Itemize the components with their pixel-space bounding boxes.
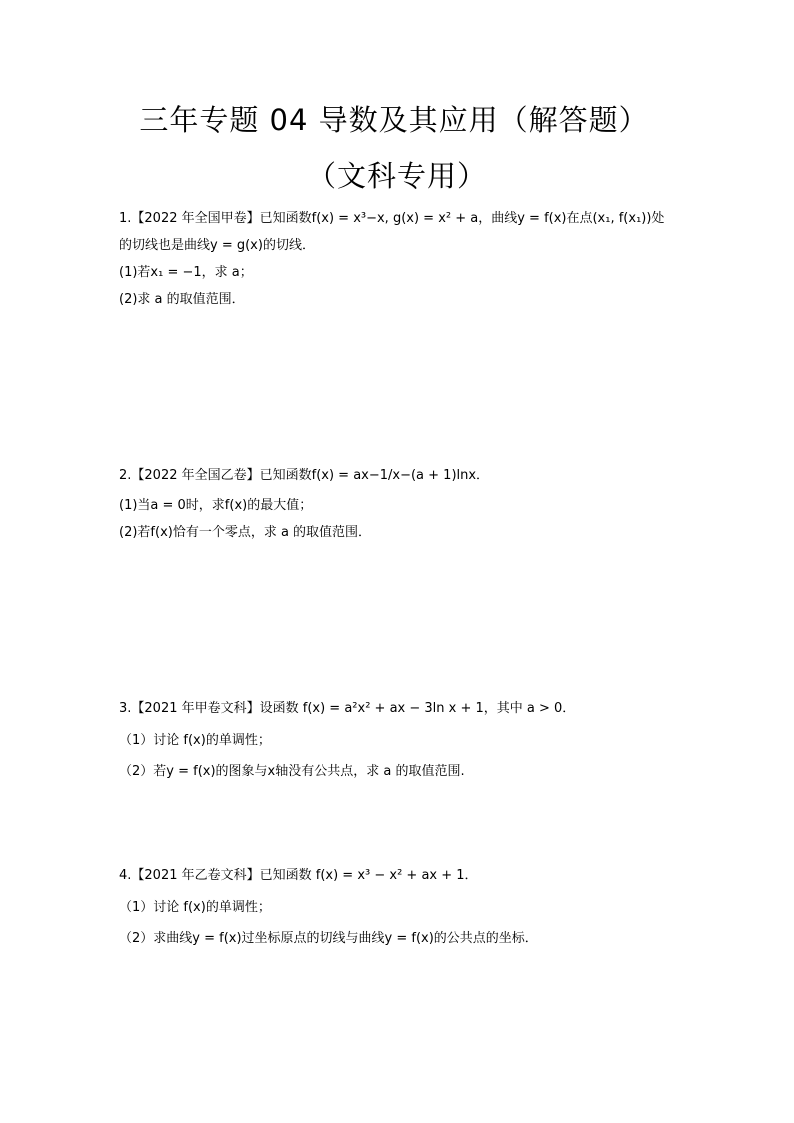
question-2-part-2: (2)若f(x)恰有一个零点，求 a 的取值范围． xyxy=(119,525,372,540)
question-4-stem: 4.【2021 年乙卷文科】已知函数 f(x) = x³ − x² + ax + 1． xyxy=(119,868,478,883)
question-1-stem-cont: 的切线也是曲线y = g(x)的切线． xyxy=(119,238,315,253)
page-subtitle: （文科专用） xyxy=(306,159,487,193)
question-2-stem: 2.【2022 年全国乙卷】已知函数f(x) = ax−1/x−(a + 1)lnx． xyxy=(119,468,490,483)
question-3-part-2: （2）若y = f(x)的图象与x轴没有公共点，求 a 的取值范围. xyxy=(119,764,465,779)
page-title: 三年专题 04 导数及其应用（解答题） xyxy=(139,103,649,137)
question-3-part-1: （1）讨论 f(x)的单调性； xyxy=(119,733,271,748)
question-2-part-1: (1)当a = 0时，求f(x)的最大值； xyxy=(119,498,313,513)
question-1-part-1: (1)若x₁ = −1，求 a； xyxy=(119,265,253,280)
question-4-part-1: （1）讨论 f(x)的单调性； xyxy=(119,900,271,915)
question-1-stem: 1.【2022 年全国甲卷】已知函数f(x) = x³−x, g(x) = x² + a，曲线y = f(x)在点(x₁, f(x₁))处 xyxy=(119,211,665,226)
question-4-part-2: （2）求曲线y = f(x)过坐标原点的切线与曲线y = f(x)的公共点的坐标． xyxy=(119,931,538,946)
question-3-stem: 3.【2021 年甲卷文科】设函数 f(x) = a²x² + ax − 3ln x + 1，其中 a > 0． xyxy=(119,701,576,716)
question-1-part-2: (2)求 a 的取值范围． xyxy=(119,292,245,307)
